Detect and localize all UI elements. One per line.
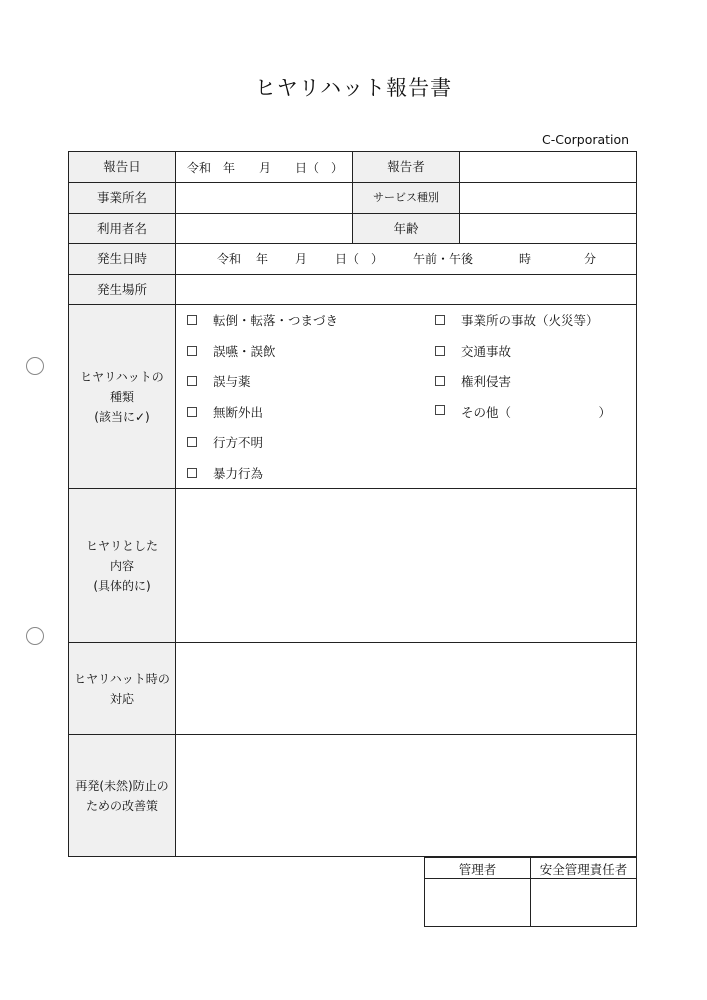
punch-hole-top — [26, 357, 44, 375]
approval-safety-manager-label: 安全管理責任者 — [539, 862, 628, 877]
label-user-name: 利用者名 — [69, 214, 175, 243]
option-unauthorized-outing: 無断外出 — [213, 405, 264, 420]
safety-manager-stamp-field[interactable] — [531, 879, 636, 926]
details-field[interactable] — [176, 489, 636, 642]
manager-stamp-field[interactable] — [425, 879, 530, 926]
occ-hour: 時 — [519, 252, 532, 266]
checkbox-other[interactable] — [435, 405, 445, 415]
checkbox-medication-error[interactable] — [187, 376, 197, 386]
facility-field[interactable] — [176, 183, 352, 213]
checkbox-aspiration[interactable] — [187, 346, 197, 356]
checkbox-traffic-accident[interactable] — [435, 346, 445, 356]
reporter-field[interactable] — [460, 152, 636, 182]
option-traffic-accident: 交通事故 — [461, 344, 512, 359]
label-incident-type: ヒヤリハットの 種類 (該当に✓) — [69, 305, 175, 488]
occ-ampm: 午前・午後 — [413, 252, 474, 266]
report-date-field[interactable]: 令和 年 月 日（ ） — [187, 161, 344, 175]
occ-year: 年 — [256, 252, 269, 266]
option-aspiration: 誤嚥・誤飲 — [213, 344, 276, 359]
option-rights-violation: 権利侵害 — [461, 374, 512, 389]
approval-box — [424, 857, 637, 927]
checkbox-rights-violation[interactable] — [435, 376, 445, 386]
company-name: C-Corporation — [542, 132, 630, 147]
label-service-type: サービス種別 — [353, 183, 459, 213]
label-report-date: 報告日 — [69, 152, 175, 182]
option-medication-error: 誤与薬 — [213, 374, 251, 389]
checkbox-fall[interactable] — [187, 315, 197, 325]
occ-day: 日（ ） — [335, 252, 384, 266]
age-field[interactable] — [460, 214, 636, 243]
label-age: 年齢 — [353, 214, 459, 243]
label-occurrence: 発生日時 — [69, 244, 175, 274]
label-facility: 事業所名 — [69, 183, 175, 213]
label-prevention: 再発(未然)防止の ための改善策 — [69, 735, 175, 856]
checkbox-facility-accident[interactable] — [435, 315, 445, 325]
option-missing: 行方不明 — [213, 435, 264, 450]
checkbox-unauthorized-outing[interactable] — [187, 407, 197, 417]
checkbox-missing[interactable] — [187, 437, 197, 447]
location-field[interactable] — [176, 275, 636, 304]
response-field[interactable] — [176, 643, 636, 734]
prevention-field[interactable] — [176, 735, 636, 856]
option-facility-accident: 事業所の事故（火災等） — [461, 313, 599, 328]
punch-hole-bottom — [26, 627, 44, 645]
page-title: ヒヤリハット報告書 — [254, 76, 453, 100]
occ-era: 令和 — [217, 252, 242, 266]
occ-month: 月 — [295, 252, 308, 266]
checkbox-violence[interactable] — [187, 468, 197, 478]
option-other: その他（ ） — [461, 405, 612, 420]
option-fall: 転倒・転落・つまづき — [213, 313, 339, 328]
label-location: 発生場所 — [69, 275, 175, 304]
label-response: ヒヤリハット時の 対応 — [69, 643, 175, 734]
approval-manager-label: 管理者 — [458, 862, 497, 877]
occ-minute: 分 — [584, 252, 597, 266]
option-violence: 暴力行為 — [213, 466, 264, 481]
report-form — [68, 151, 637, 857]
service-type-field[interactable] — [460, 183, 636, 213]
label-details: ヒヤリとした 内容 (具体的に) — [69, 489, 175, 642]
label-reporter: 報告者 — [353, 152, 459, 182]
user-name-field[interactable] — [176, 214, 352, 243]
